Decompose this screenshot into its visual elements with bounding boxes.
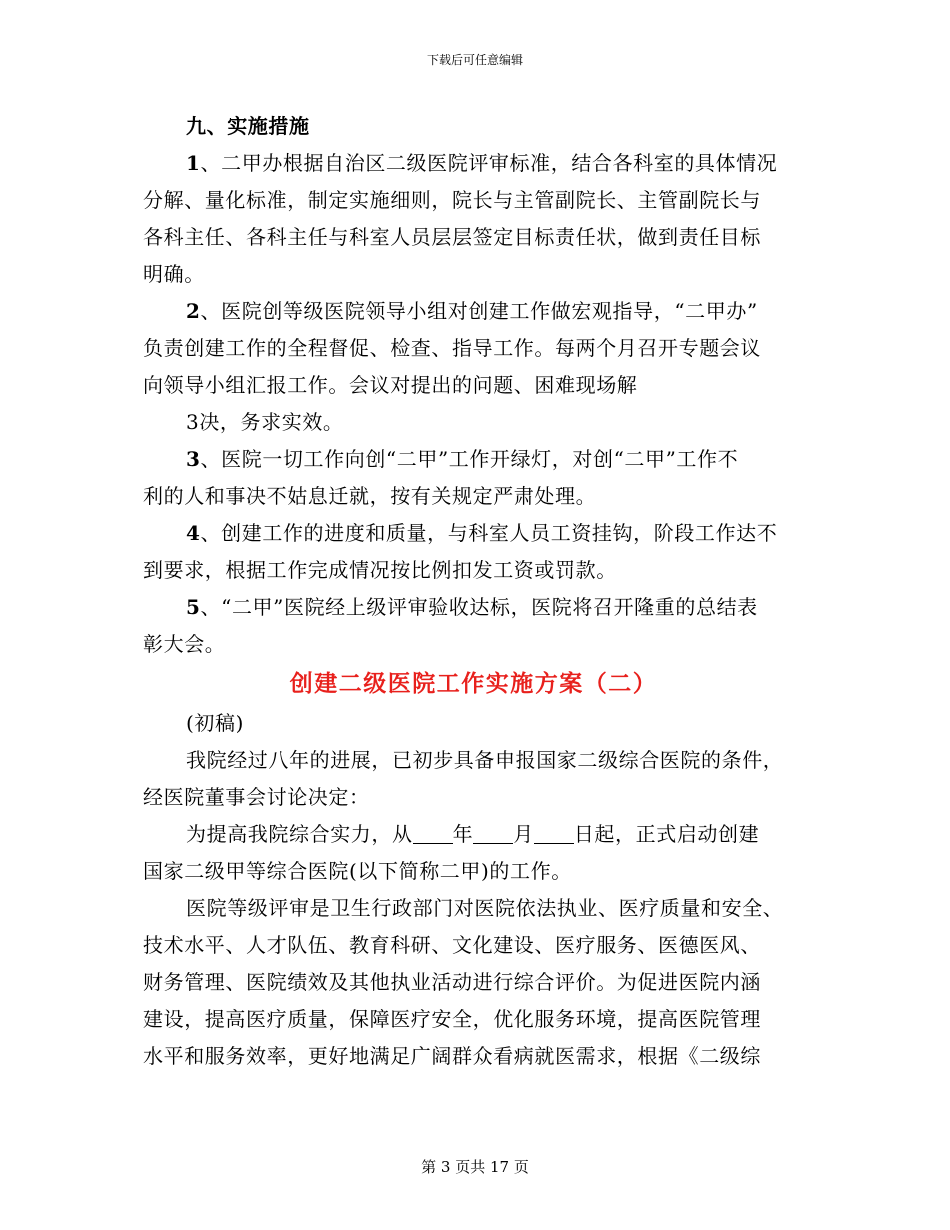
item-2-line-2: 负责创建工作的全程督促、检查、指导工作。每两个月召开专题会议 xyxy=(143,336,761,360)
draft-label: (初稿) xyxy=(186,711,245,735)
item-1-line-3: 各科主任、各科主任与科室人员层层签定目标责任状，做到责任目标 xyxy=(143,225,761,249)
year-blank xyxy=(413,825,453,844)
item-5-line-1: 5、“二甲”医院经上级评审验收达标，医院将召开隆重的总结表 xyxy=(186,595,758,619)
item-4-line-1: 4、创建工作的进度和质量，与科室人员工资挂钩，阶段工作达不 xyxy=(186,521,778,545)
item-2-continuation: 3决，务求实效。 xyxy=(186,410,344,434)
document-title: 创建二级医院工作实施方案（二） xyxy=(289,670,658,697)
item-5-line-2: 彰大会。 xyxy=(143,632,226,656)
para-3-line-1: 医院等级评审是卫生行政部门对医院依法执业、医疗质量和安全、 xyxy=(186,896,784,920)
page-header: 下载后可任意编辑 xyxy=(426,53,523,67)
para-2-line-1: 为提高我院综合实力，从 年 月 日起，正式启动创建 xyxy=(186,822,760,846)
item-3-line-2: 利的人和事决不姑息迁就，按有关规定严肃处理。 xyxy=(143,484,597,508)
para-2-line-2: 国家二级甲等综合医院(以下简称二甲)的工作。 xyxy=(143,859,572,883)
para-3-line-4: 建设，提高医疗质量，保障医疗安全，优化服务环境，提高医院管理 xyxy=(143,1007,761,1031)
item-2-line-1: 2、医院创等级医院领导小组对创建工作做宏观指导，“二甲办” xyxy=(186,299,758,323)
item-2-line-3: 向领导小组汇报工作。会议对提出的问题、困难现场解 xyxy=(143,373,638,397)
month-blank xyxy=(473,825,513,844)
item-1-line-1: 1、二甲办根据自治区二级医院评审标准，结合各科室的具体情况 xyxy=(186,151,778,175)
para-3-line-3: 财务管理、医院绩效及其他执业活动进行综合评价。为促进医院内涵 xyxy=(143,970,761,994)
item-3-line-1: 3、医院一切工作向创“二甲”工作开绿灯，对创“二甲”工作不 xyxy=(186,447,739,471)
page-footer: 第 3 页共 17 页 xyxy=(421,1158,529,1176)
item-1-line-2: 分解、量化标准，制定实施细则，院长与主管副院长、主管副院长与 xyxy=(143,188,761,212)
page-content xyxy=(143,108,808,1075)
para-1-line-1: 我院经过八年的进展，已初步具备申报国家二级综合医院的条件， xyxy=(186,748,784,772)
item-4-line-2: 到要求，根据工作完成情况按比例扣发工资或罚款。 xyxy=(143,558,617,582)
day-blank xyxy=(534,825,574,844)
para-3-line-2: 技术水平、人才队伍、教育科研、文化建设、医疗服务、医德医风、 xyxy=(143,933,761,957)
item-1-line-4: 明确。 xyxy=(143,262,205,286)
para-3-line-5: 水平和服务效率，更好地满足广阔群众看病就医需求，根据《二级综 xyxy=(143,1044,761,1068)
section-heading: 九、实施措施 xyxy=(186,114,310,138)
para-1-line-2: 经医院董事会讨论决定： xyxy=(143,785,370,809)
